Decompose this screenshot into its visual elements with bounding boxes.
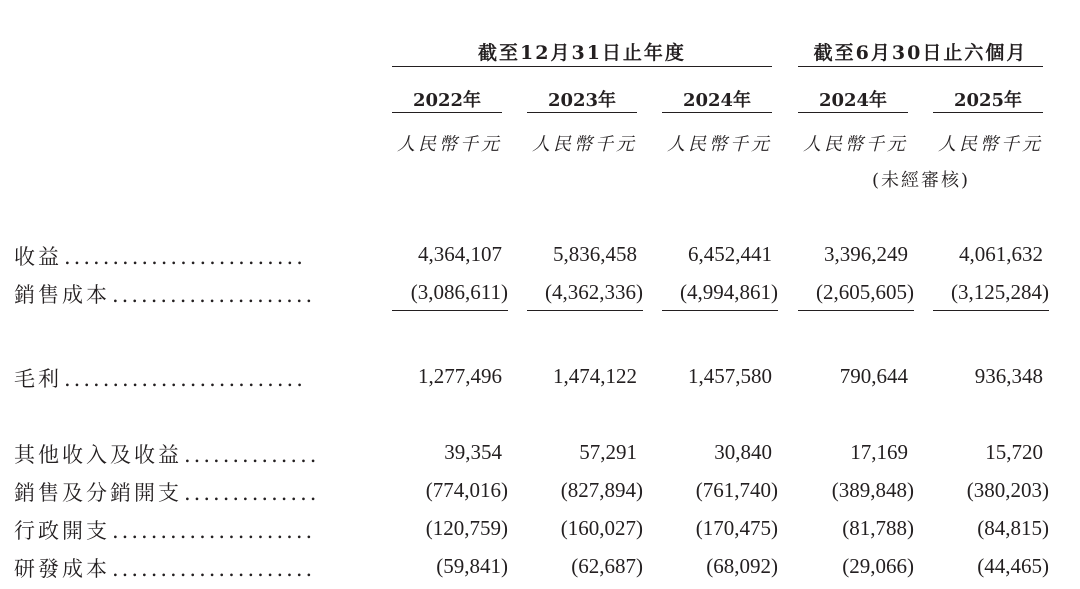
unit-label-2025-interim: 人民幣千元 [938, 134, 1043, 155]
selling-distribution-2024-interim: (389,848) [831, 478, 914, 502]
rd-costs-2022: (59,841) [436, 554, 508, 578]
administrative-2024-interim: (81,788) [842, 516, 914, 540]
cost-of-sales-2023: (4,362,336) [545, 280, 643, 304]
row-label-revenue: 收益......................... [14, 245, 306, 269]
selling-distribution-2022: (774,016) [425, 478, 508, 502]
selling-distribution-2025-interim: (380,203) [966, 478, 1049, 502]
administrative-2022: (120,759) [425, 516, 508, 540]
row-label-other-income: 其他收入及收益.............. [14, 443, 320, 467]
row-label-rd-costs: 研發成本..................... [14, 557, 316, 581]
administrative-2024-annual: (170,475) [695, 516, 778, 540]
unaudited-note: (未經審核) [871, 170, 970, 191]
unit-label-2024-interim: 人民幣千元 [803, 134, 908, 155]
gross-profit-2023: 1,474,122 [553, 364, 637, 388]
rd-costs-2023: (62,687) [571, 554, 643, 578]
cost-of-sales-2022: (3,086,611) [410, 280, 508, 304]
year-header-2025-interim: 2025年 [953, 90, 1023, 111]
subtotal-rule-2023 [527, 310, 643, 311]
row-label-cost-of-sales: 銷售成本..................... [14, 283, 316, 307]
selling-distribution-2024-annual: (761,740) [695, 478, 778, 502]
subtotal-rule-2022 [392, 310, 508, 311]
annual-period-header: 截至12月31日止年度 [478, 42, 686, 64]
rd-costs-2024-annual: (68,092) [706, 554, 778, 578]
interim-header-rule [798, 66, 1043, 67]
row-label-selling-distribution: 銷售及分銷開支.............. [14, 481, 320, 505]
administrative-2023: (160,027) [560, 516, 643, 540]
year-rule-2023 [527, 112, 637, 113]
year-header-2024-interim: 2024年 [818, 90, 888, 111]
rd-costs-2024-interim: (29,066) [842, 554, 914, 578]
row-label-gross-profit: 毛利......................... [14, 367, 306, 391]
gross-profit-2024-annual: 1,457,580 [688, 364, 772, 388]
subtotal-rule-2024-annual [662, 310, 778, 311]
other-income-2024-interim: 17,169 [850, 440, 908, 464]
gross-profit-2022: 1,277,496 [418, 364, 502, 388]
interim-period-header: 截至6月30日止六個月 [813, 42, 1028, 64]
other-income-2023: 57,291 [579, 440, 637, 464]
revenue-2022: 4,364,107 [418, 242, 502, 266]
unit-label-2022: 人民幣千元 [397, 134, 502, 155]
cost-of-sales-2025-interim: (3,125,284) [951, 280, 1049, 304]
row-label-administrative: 行政開支..................... [14, 519, 316, 543]
other-income-2022: 39,354 [444, 440, 502, 464]
subtotal-rule-2025-interim [933, 310, 1049, 311]
subtotal-rule-2024-interim [798, 310, 914, 311]
administrative-2025-interim: (84,815) [977, 516, 1049, 540]
revenue-2024-interim: 3,396,249 [824, 242, 908, 266]
unit-label-2024-annual: 人民幣千元 [667, 134, 772, 155]
rd-costs-2025-interim: (44,465) [977, 554, 1049, 578]
unit-label-2023: 人民幣千元 [532, 134, 637, 155]
revenue-2024-annual: 6,452,441 [688, 242, 772, 266]
cost-of-sales-2024-annual: (4,994,861) [680, 280, 778, 304]
annual-header-rule [392, 66, 772, 67]
other-income-2025-interim: 15,720 [985, 440, 1043, 464]
year-header-2023: 2023年 [547, 90, 617, 111]
gross-profit-2025-interim: 936,348 [974, 364, 1043, 388]
year-rule-2024-interim [798, 112, 908, 113]
other-income-2024-annual: 30,840 [714, 440, 772, 464]
revenue-2023: 5,836,458 [553, 242, 637, 266]
cost-of-sales-2024-interim: (2,605,605) [816, 280, 914, 304]
gross-profit-2024-interim: 790,644 [839, 364, 908, 388]
year-rule-2025-interim [933, 112, 1043, 113]
year-rule-2022 [392, 112, 502, 113]
selling-distribution-2023: (827,894) [560, 478, 643, 502]
revenue-2025-interim: 4,061,632 [959, 242, 1043, 266]
year-rule-2024-annual [662, 112, 772, 113]
year-header-2022: 2022年 [412, 90, 482, 111]
year-header-2024-annual: 2024年 [682, 90, 752, 111]
